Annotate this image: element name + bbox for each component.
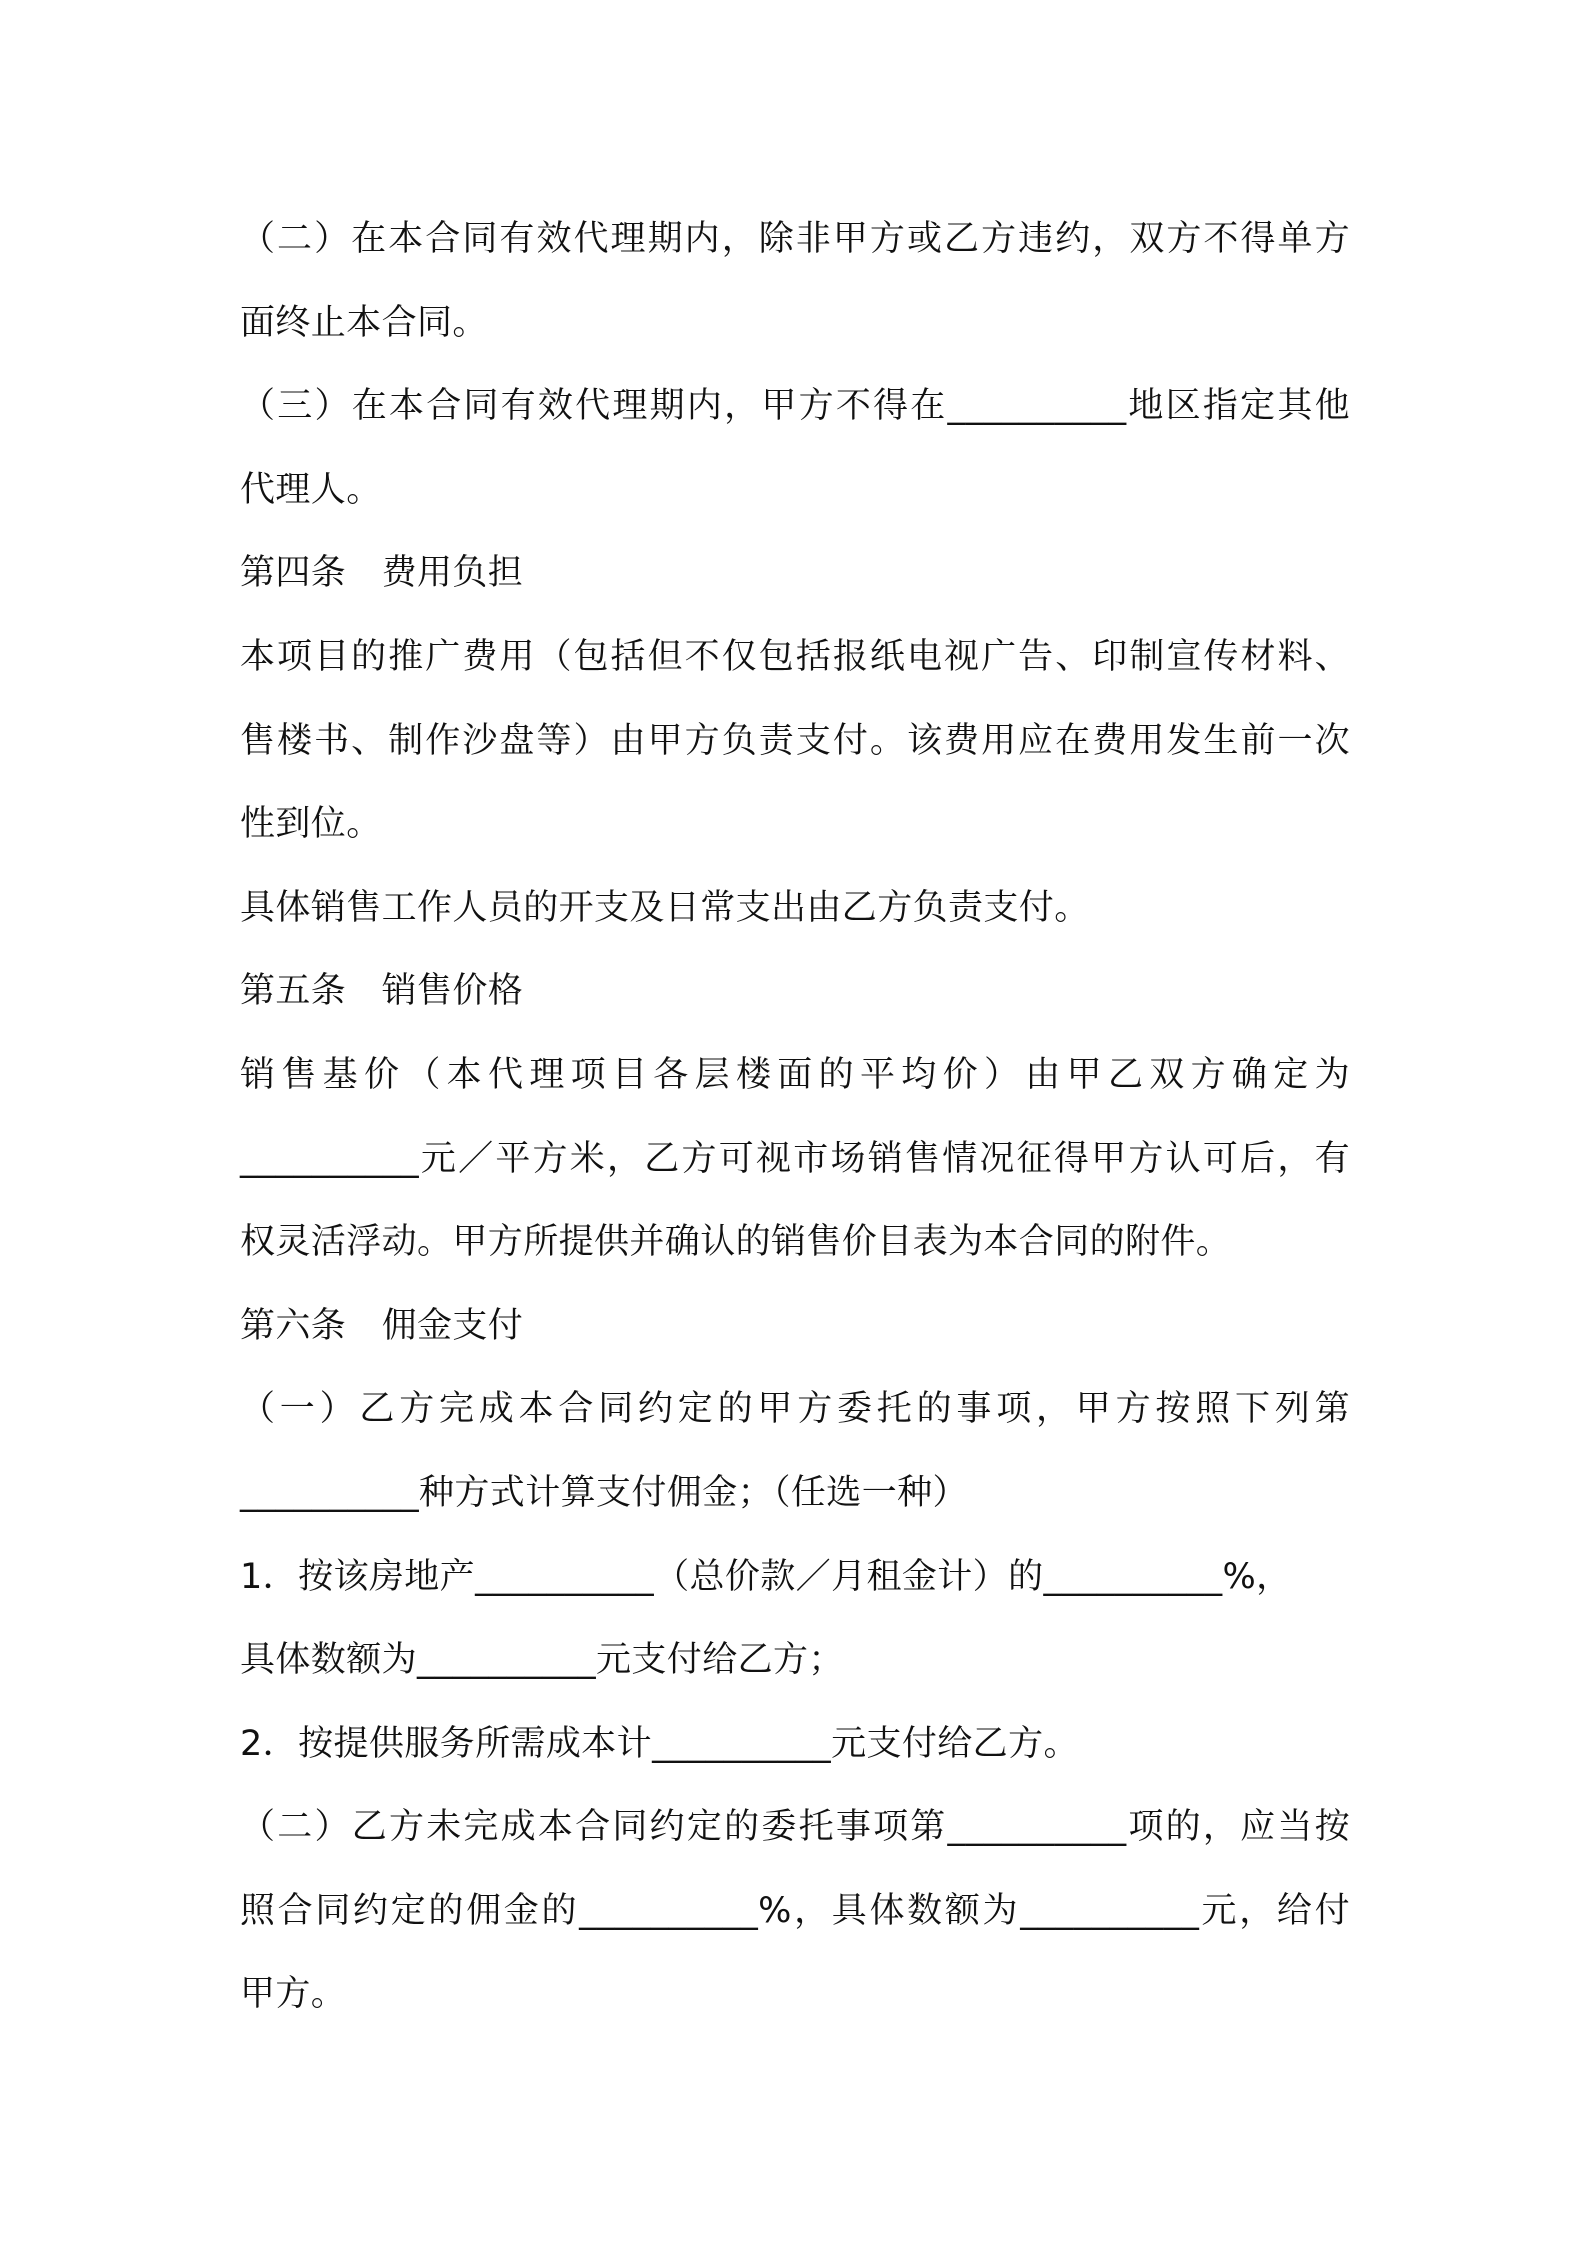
article-5-line-2: __________元／平方米，乙方可视市场销售情况征得甲方认可后，有	[240, 1138, 1350, 1179]
clause-3-3-line-1: （三）在本合同有效代理期内，甲方不得在__________地区指定其他	[240, 386, 1350, 427]
contract-body	[240, 198, 1350, 2037]
option-2: 2．按提供服务所需成本计__________元支付给乙方。	[240, 1723, 1079, 1764]
clause-3-3-line-2: 代理人。	[240, 469, 382, 510]
article-5-heading: 第五条 销售价格	[240, 971, 524, 1012]
article-4-para-1-line-1: 本项目的推广费用（包括但不仅包括报纸电视广告、印制宣传材料、	[240, 636, 1350, 677]
article-4-para-1-line-3: 性到位。	[240, 804, 382, 845]
clause-6-1-line-1: （一）乙方完成本合同约定的甲方委托的事项，甲方按照下列第	[240, 1389, 1350, 1430]
article-6-heading: 第六条 佣金支付	[240, 1305, 524, 1346]
clause-3-2-line-1: （二）在本合同有效代理期内，除非甲方或乙方违约，双方不得单方	[240, 219, 1350, 259]
article-5-line-3: 权灵活浮动。甲方所提供并确认的销售价目表为本合同的附件。	[240, 1222, 1232, 1263]
clause-6-2-line-3: 甲方。	[240, 1974, 347, 2015]
option-1-line-2: 具体数额为__________元支付给乙方；	[240, 1640, 844, 1681]
clause-6-1-line-2: __________种方式计算支付佣金；（任选一种）	[240, 1472, 968, 1513]
clause-6-2-line-2: 照合同约定的佣金的__________%，具体数额为__________元，给付	[240, 1890, 1350, 1931]
option-1-line-1: 1．按该房地产__________（总价款／月租金计）的__________%，	[240, 1556, 1292, 1597]
article-4-para-2: 具体销售工作人员的开支及日常支出由乙方负责支付。	[240, 887, 1090, 928]
clause-3-2-line-2: 面终止本合同。	[240, 302, 488, 343]
article-4-heading: 第四条 费用负担	[240, 553, 524, 594]
article-5-line-1: 销售基价（本代理项目各层楼面的平均价）由甲乙双方确定为	[240, 1054, 1350, 1095]
clause-6-2-line-1: （二）乙方未完成本合同约定的委托事项第__________项的，应当按	[240, 1807, 1350, 1848]
article-4-para-1-line-2: 售楼书、制作沙盘等）由甲方负责支付。该费用应在费用发生前一次	[240, 720, 1350, 761]
